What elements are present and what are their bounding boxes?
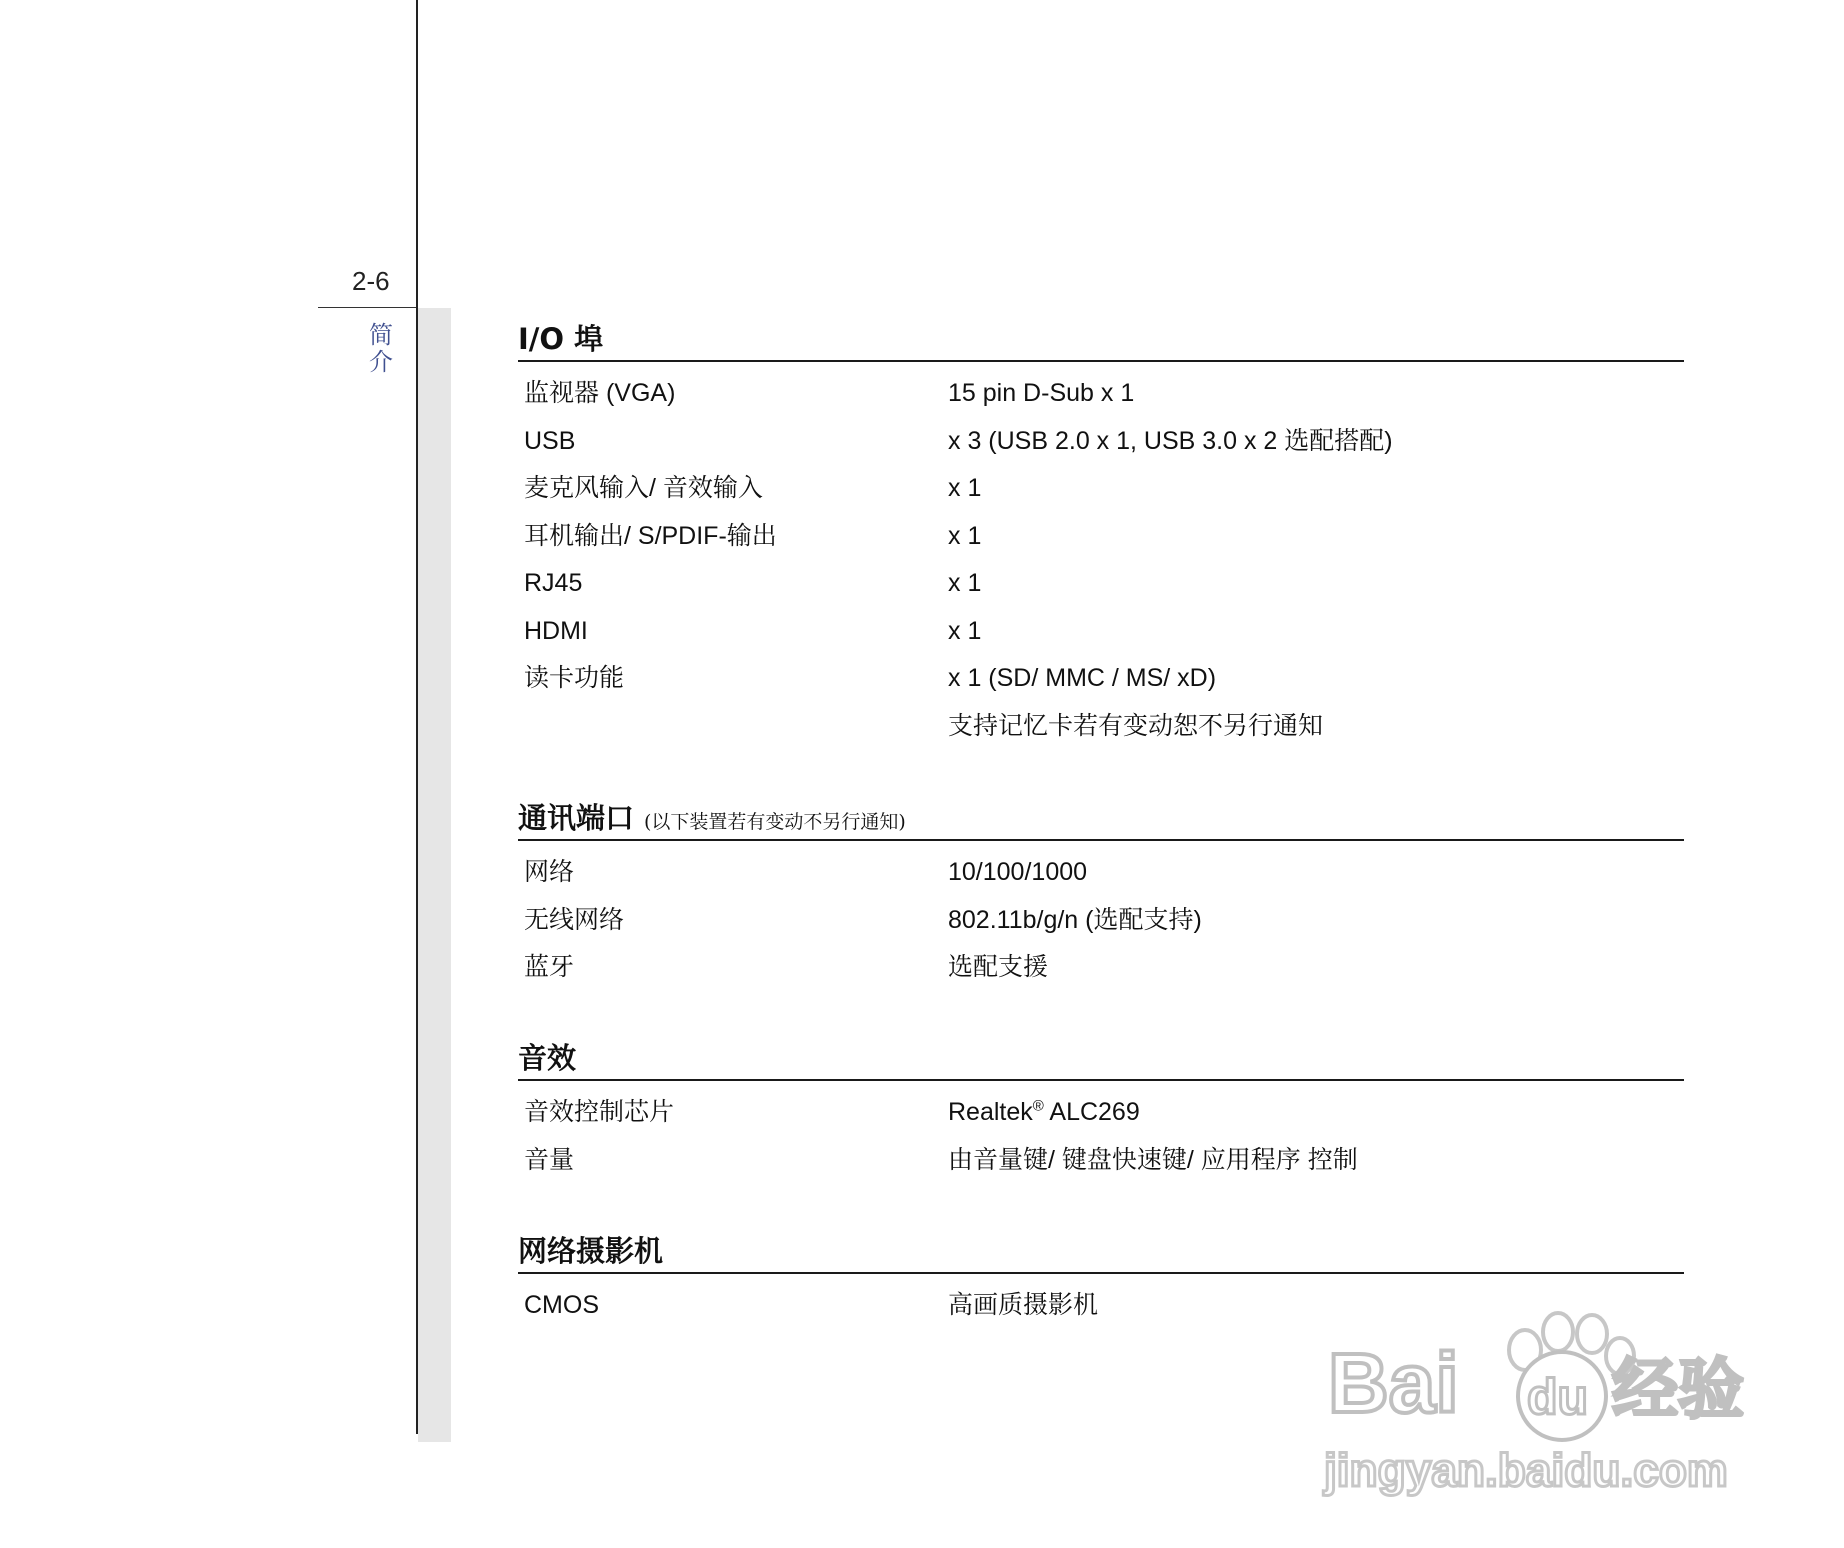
spec-row-audio-chip xyxy=(518,1089,1684,1137)
brand-name: Realtek xyxy=(948,1098,1033,1126)
spec-value: 选配支援 xyxy=(948,953,1049,981)
section-comm xyxy=(518,797,1684,992)
spec-label: 读卡功能 xyxy=(524,664,625,692)
spec-row-hdmi xyxy=(518,608,1684,656)
registered-mark: ® xyxy=(1032,1097,1044,1115)
spec-value: 高画质摄影机 xyxy=(948,1291,1099,1319)
svg-text:经验: 经验 xyxy=(1612,1351,1744,1428)
spec-value: x 1 xyxy=(948,474,982,502)
spec-label: 音量 xyxy=(524,1145,575,1174)
spec-label: 网络 xyxy=(524,858,575,886)
spec-row-card-reader xyxy=(518,655,1684,703)
spec-row-card-note xyxy=(518,703,1684,751)
spec-row-vga xyxy=(518,370,1684,418)
sidebar-shade xyxy=(418,308,451,1442)
page-number: 2-6 xyxy=(352,266,390,296)
spec-label: 麦克风输入/ 音效输入 xyxy=(524,474,763,502)
spec-label: RJ45 xyxy=(524,569,583,597)
spec-list xyxy=(518,362,1684,750)
spec-label: CMOS xyxy=(524,1291,599,1319)
page-number-rule xyxy=(318,307,416,308)
section-io xyxy=(518,318,1684,750)
spec-list xyxy=(518,1081,1684,1184)
section-note: (以下装置若有变动不另行通知) xyxy=(644,811,906,833)
section-title-text: 网络摄影机 xyxy=(518,1234,664,1268)
baidu-watermark xyxy=(1320,1290,1760,1500)
spec-label: 音效控制芯片 xyxy=(524,1098,675,1126)
spec-label: 蓝牙 xyxy=(524,953,575,981)
spec-row-wireless xyxy=(518,897,1684,945)
spec-value: 802.11b/g/n (选配支持) xyxy=(948,905,1202,934)
spec-value xyxy=(948,1089,1140,1137)
spec-row-rj45 xyxy=(518,560,1684,608)
section-title xyxy=(518,318,1684,360)
spec-row-mic xyxy=(518,465,1684,513)
section-title xyxy=(518,797,1684,839)
spec-value: x 1 xyxy=(948,616,982,645)
section-title-text: 通讯端口 xyxy=(518,801,635,835)
spec-value: x 1 xyxy=(948,521,982,550)
spec-label: USB xyxy=(524,426,576,455)
spec-row-headphone xyxy=(518,513,1684,561)
spec-value: 支持记忆卡若有变动恕不另行通知 xyxy=(948,711,1324,740)
spec-value: 15 pin D-Sub x 1 xyxy=(948,379,1135,407)
svg-text:du: du xyxy=(1527,1369,1589,1425)
watermark-url: jingyan.baidu.com xyxy=(1324,1444,1728,1496)
section-title xyxy=(518,1037,1684,1079)
spec-label: 耳机输出/ S/PDIF-输出 xyxy=(524,521,777,550)
spec-value: 10/100/1000 xyxy=(948,858,1088,886)
spec-value: x 1 xyxy=(948,569,982,597)
spec-row-network xyxy=(518,849,1684,897)
section-title-text: 音效 xyxy=(518,1041,577,1075)
spec-value: 由音量键/ 键盘快速键/ 应用程序 控制 xyxy=(948,1145,1358,1174)
spec-label: 无线网络 xyxy=(524,905,625,934)
spec-row-bluetooth xyxy=(518,944,1684,992)
section-title-text: I/O 埠 xyxy=(518,322,604,356)
spec-value: x 1 (SD/ MMC / MS/ xD) xyxy=(948,664,1217,692)
spec-row-volume xyxy=(518,1137,1684,1185)
spec-label: HDMI xyxy=(524,616,588,645)
chip-model: ALC269 xyxy=(1043,1098,1140,1126)
section-audio xyxy=(518,1037,1684,1184)
section-title xyxy=(518,1230,1684,1272)
spec-list xyxy=(518,841,1684,992)
spec-row-usb xyxy=(518,418,1684,466)
spec-label: 监视器 (VGA) xyxy=(524,379,676,407)
spec-value: x 3 (USB 2.0 x 1, USB 3.0 x 2 选配搭配) xyxy=(948,426,1393,455)
watermark-brand: Bai xyxy=(1328,1336,1459,1430)
chapter-label: 简介 xyxy=(369,321,393,376)
